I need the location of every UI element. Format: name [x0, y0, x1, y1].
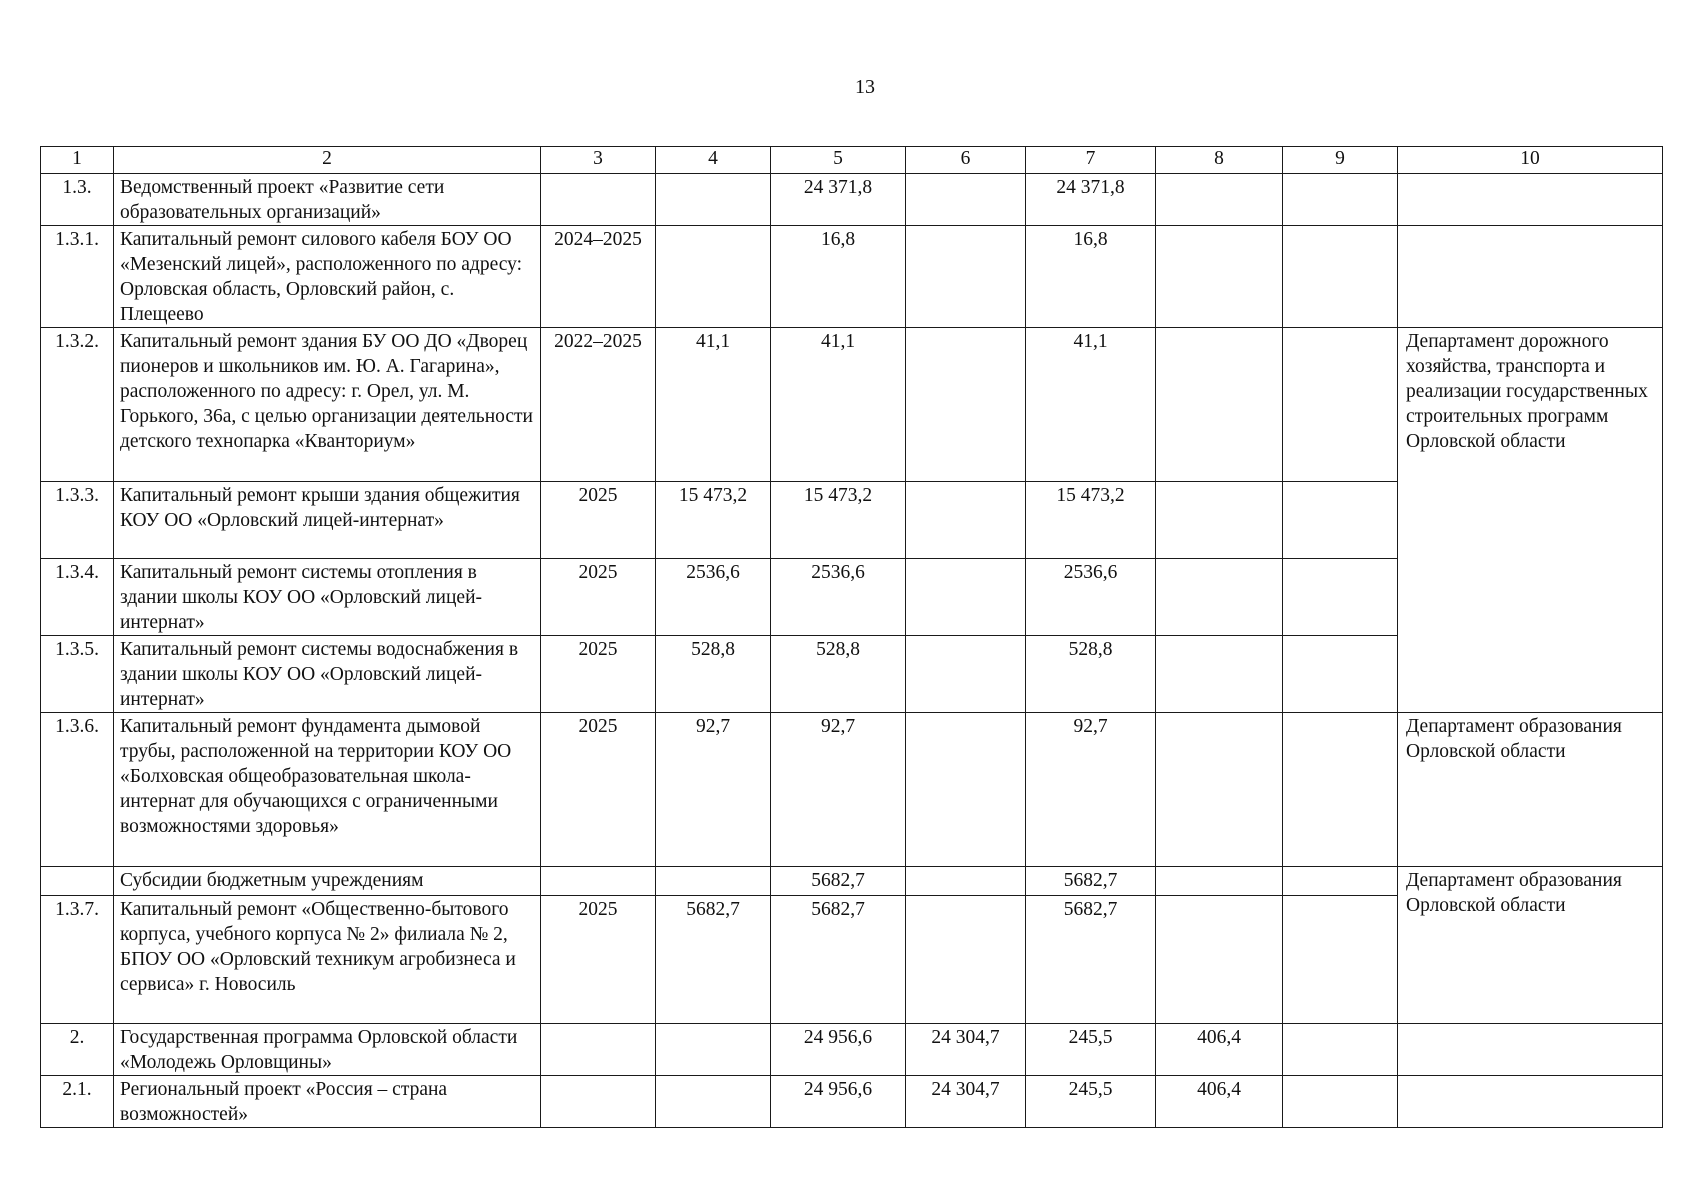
row-description: Субсидии бюджетным учреждениям: [114, 867, 541, 896]
row-number: 1.3.5.: [41, 636, 114, 713]
row-value-col7: 2536,6: [1026, 559, 1156, 636]
row-value-col4: [656, 1024, 771, 1076]
row-number: 1.3.: [41, 174, 114, 226]
row-description: Капитальный ремонт фундамента дымовой трубы, расположенной на территории КОУ ОО «Болховская общеобразовательная школа-интернат для обучающихся с ограниченными возможностями здоровья»: [114, 713, 541, 867]
row-value-col4: 2536,6: [656, 559, 771, 636]
row-value-col6: [906, 713, 1026, 867]
row-description: Капитальный ремонт силового кабеля БОУ ОО «Мезенский лицей», расположенного по адресу: Орловская область, Орловский район, с. Плещеево: [114, 226, 541, 328]
column-header: 1: [41, 147, 114, 174]
row-value-col4: [656, 226, 771, 328]
row-period: 2025: [541, 636, 656, 713]
row-number: 1.3.2.: [41, 328, 114, 482]
row-description: Капитальный ремонт «Общественно-бытового корпуса, учебного корпуса № 2» филиала № 2, БПОУ ОО «Орловский техникум агробизнеса и сервиса» г. Новосиль: [114, 896, 541, 1024]
row-number: [41, 867, 114, 896]
budget-table: [40, 146, 1663, 1128]
table-header-row: [41, 147, 1663, 174]
table-row: [41, 713, 1663, 867]
row-period: 2025: [541, 482, 656, 559]
row-period: [541, 174, 656, 226]
row-value-col5: 16,8: [771, 226, 906, 328]
row-value-col5: 2536,6: [771, 559, 906, 636]
row-period: 2025: [541, 713, 656, 867]
row-value-col5: 41,1: [771, 328, 906, 482]
responsible-department-education: Департамент образования Орловской области: [1398, 713, 1663, 867]
responsible-department-roads: Департамент дорожного хозяйства, транспорта и реализации государственных строительных программ Орловской области: [1398, 328, 1663, 713]
responsible-cell: [1398, 1076, 1663, 1128]
row-value-col8: [1156, 559, 1283, 636]
row-value-col9: [1283, 1024, 1398, 1076]
row-period: 2025: [541, 896, 656, 1024]
table-row: [41, 867, 1663, 896]
row-value-col4: 92,7: [656, 713, 771, 867]
row-value-col9: [1283, 559, 1398, 636]
row-value-col4: [656, 1076, 771, 1128]
row-value-col8: 406,4: [1156, 1076, 1283, 1128]
row-value-col6: [906, 328, 1026, 482]
row-period: 2025: [541, 559, 656, 636]
row-value-col4: 5682,7: [656, 896, 771, 1024]
row-value-col7: 92,7: [1026, 713, 1156, 867]
row-value-col5: 15 473,2: [771, 482, 906, 559]
column-header: 7: [1026, 147, 1156, 174]
row-period: [541, 867, 656, 896]
row-value-col9: [1283, 482, 1398, 559]
row-value-col5: 528,8: [771, 636, 906, 713]
column-header: 9: [1283, 147, 1398, 174]
row-value-col7: 16,8: [1026, 226, 1156, 328]
row-value-col9: [1283, 1076, 1398, 1128]
row-value-col6: [906, 867, 1026, 896]
row-description: Капитальный ремонт здания БУ ОО ДО «Дворец пионеров и школьников им. Ю. А. Гагарина», расположенного по адресу: г. Орел, ул. М. Горького, 36а, с целью организации деятельности детского технопарка «Кванториум»: [114, 328, 541, 482]
table-row: [41, 328, 1663, 482]
row-description: Региональный проект «Россия – страна возможностей»: [114, 1076, 541, 1128]
row-description: Капитальный ремонт системы отопления в здании школы КОУ ОО «Орловский лицей-интернат»: [114, 559, 541, 636]
row-value-col6: [906, 559, 1026, 636]
row-value-col5: 92,7: [771, 713, 906, 867]
row-value-col8: 406,4: [1156, 1024, 1283, 1076]
column-header: 8: [1156, 147, 1283, 174]
row-value-col5: 24 956,6: [771, 1024, 906, 1076]
column-header: 4: [656, 147, 771, 174]
row-number: 1.3.6.: [41, 713, 114, 867]
row-value-col9: [1283, 174, 1398, 226]
row-value-col9: [1283, 896, 1398, 1024]
row-description: Капитальный ремонт системы водоснабжения в здании школы КОУ ОО «Орловский лицей-интернат»: [114, 636, 541, 713]
row-value-col7: 41,1: [1026, 328, 1156, 482]
row-value-col8: [1156, 226, 1283, 328]
row-number: 2.: [41, 1024, 114, 1076]
row-value-col8: [1156, 174, 1283, 226]
row-description: Ведомственный проект «Развитие сети образовательных организаций»: [114, 174, 541, 226]
row-value-col6: [906, 226, 1026, 328]
row-value-col8: [1156, 867, 1283, 896]
row-number: 1.3.7.: [41, 896, 114, 1024]
responsible-cell: [1398, 174, 1663, 226]
row-value-col6: [906, 636, 1026, 713]
row-value-col7: 5682,7: [1026, 896, 1156, 1024]
row-value-col6: [906, 174, 1026, 226]
row-value-col8: [1156, 713, 1283, 867]
table-row: [41, 1024, 1663, 1076]
row-value-col8: [1156, 896, 1283, 1024]
row-value-col5: 24 371,8: [771, 174, 906, 226]
row-number: 1.3.3.: [41, 482, 114, 559]
row-value-col4: 41,1: [656, 328, 771, 482]
table-row: [41, 226, 1663, 328]
page-number: 13: [855, 76, 875, 98]
column-header: 6: [906, 147, 1026, 174]
row-number: 1.3.4.: [41, 559, 114, 636]
row-value-col7: 24 371,8: [1026, 174, 1156, 226]
row-value-col4: [656, 867, 771, 896]
row-value-col7: 245,5: [1026, 1024, 1156, 1076]
column-header: 3: [541, 147, 656, 174]
row-value-col5: 5682,7: [771, 896, 906, 1024]
row-value-col7: 245,5: [1026, 1076, 1156, 1128]
row-value-col9: [1283, 636, 1398, 713]
column-header: 10: [1398, 147, 1663, 174]
row-value-col5: 5682,7: [771, 867, 906, 896]
row-value-col6: [906, 482, 1026, 559]
row-number: 1.3.1.: [41, 226, 114, 328]
table-row: [41, 1076, 1663, 1128]
responsible-department-education: Департамент образования Орловской области: [1398, 867, 1663, 1024]
row-value-col4: 528,8: [656, 636, 771, 713]
row-value-col5: 24 956,6: [771, 1076, 906, 1128]
row-value-col9: [1283, 713, 1398, 867]
row-value-col6: 24 304,7: [906, 1024, 1026, 1076]
column-header: 2: [114, 147, 541, 174]
row-value-col8: [1156, 636, 1283, 713]
row-value-col6: [906, 896, 1026, 1024]
row-period: 2024–2025: [541, 226, 656, 328]
row-value-col4: 15 473,2: [656, 482, 771, 559]
row-value-col7: 5682,7: [1026, 867, 1156, 896]
row-value-col8: [1156, 482, 1283, 559]
row-value-col8: [1156, 328, 1283, 482]
responsible-cell: [1398, 1024, 1663, 1076]
table-row: [41, 174, 1663, 226]
row-description: Капитальный ремонт крыши здания общежития КОУ ОО «Орловский лицей-интернат»: [114, 482, 541, 559]
row-period: 2022–2025: [541, 328, 656, 482]
row-description: Государственная программа Орловской области «Молодежь Орловщины»: [114, 1024, 541, 1076]
responsible-cell: [1398, 226, 1663, 328]
row-number: 2.1.: [41, 1076, 114, 1128]
row-value-col9: [1283, 867, 1398, 896]
row-value-col7: 528,8: [1026, 636, 1156, 713]
row-value-col6: 24 304,7: [906, 1076, 1026, 1128]
row-period: [541, 1024, 656, 1076]
row-value-col9: [1283, 226, 1398, 328]
column-header: 5: [771, 147, 906, 174]
row-period: [541, 1076, 656, 1128]
row-value-col4: [656, 174, 771, 226]
row-value-col7: 15 473,2: [1026, 482, 1156, 559]
row-value-col9: [1283, 328, 1398, 482]
